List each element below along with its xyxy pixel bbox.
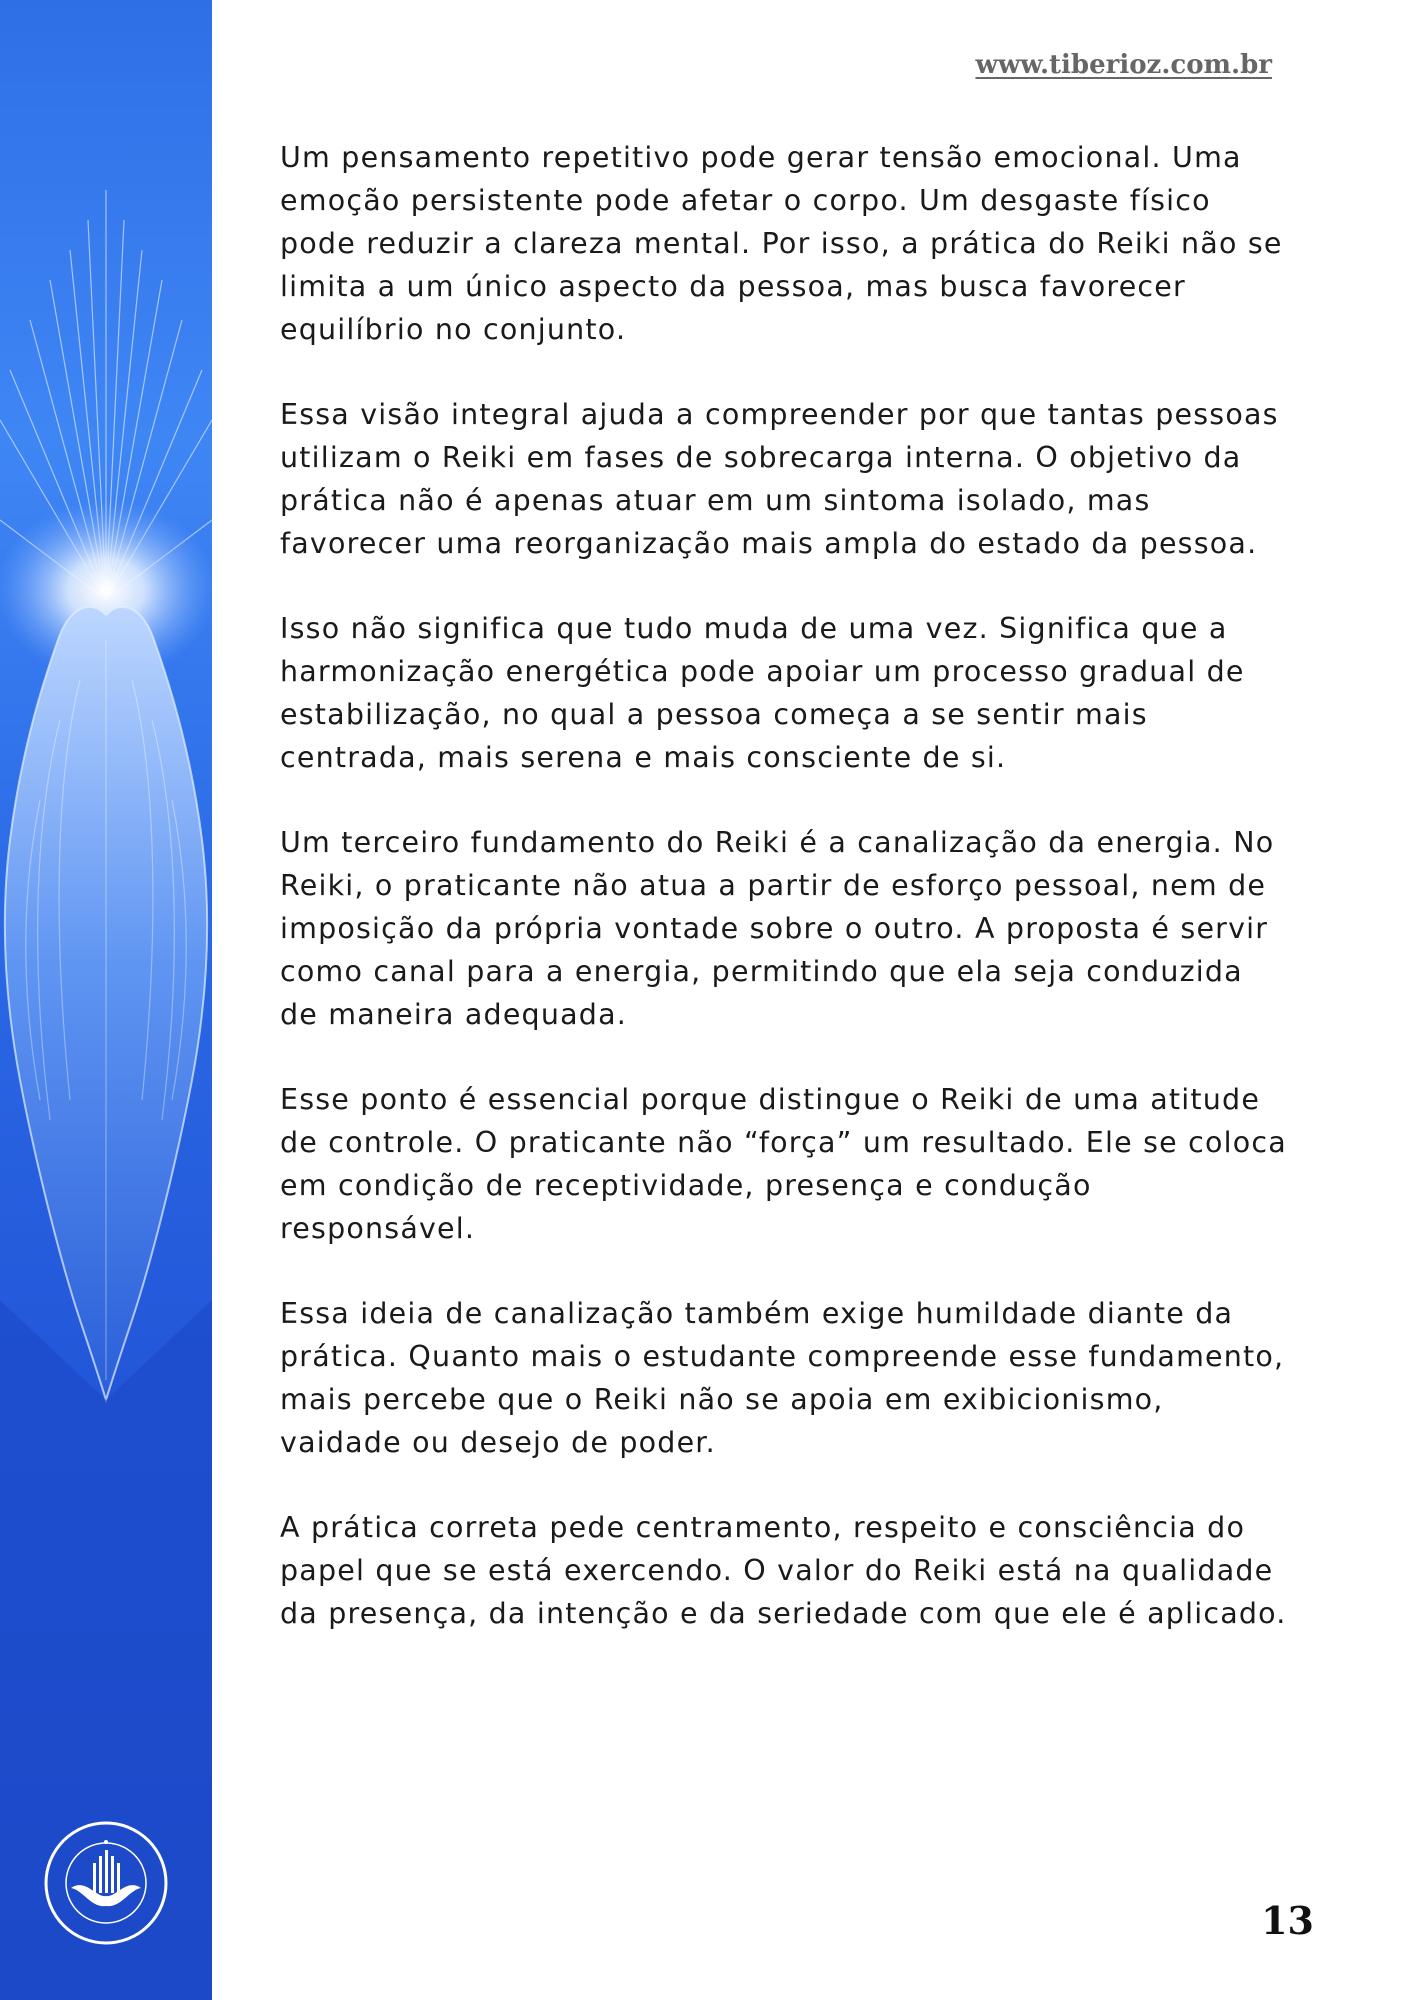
paragraph: Essa visão integral ajuda a compreender por que tantas pessoas utilizam o Reiki em fases de sobrecarga interna. O objetivo da prática não é apenas atuar em um sintoma isolado, mas favorecer uma reorganização mais ampla do estado da pessoa.	[280, 398, 1279, 560]
brand-logo	[41, 1818, 171, 1948]
site-url-link[interactable]: www.tiberioz.com.br	[975, 50, 1272, 80]
paragraph: Esse ponto é essencial porque distingue o Reiki de uma atitude de controle. O praticante não “força” um resultado. Ele se coloca em condição de receptividade, presença e condução responsável.	[280, 1083, 1287, 1245]
paragraph: Isso não significa que tudo muda de uma vez. Significa que a harmonização energética pode apoiar um processo gradual de estabilização, no qual a pessoa começa a se sentir mais centrada, mais serena e mais consciente de si.	[280, 612, 1245, 774]
page-number: 13	[1261, 1898, 1314, 1943]
praying-hands-illustration	[0, 0, 212, 2000]
paragraph: A prática correta pede centramento, respeito e consciência do papel que se está exercendo. O valor do Reiki está na qualidade da presença, da intenção e da seriedade com que ele é aplicado.	[280, 1511, 1287, 1630]
paragraph: Um pensamento repetitivo pode gerar tensão emocional. Uma emoção persistente pode afetar o corpo. Um desgaste físico pode reduzir a clareza mental. Por isso, a prática do Reiki não se limita a um único aspecto da pessoa, mas busca favorecer equilíbrio no conjunto.	[280, 141, 1283, 346]
paragraph: Essa ideia de canalização também exige humildade diante da prática. Quanto mais o estudante compreende esse fundamento, mais percebe que o Reiki não se apoia em exibicionismo, vaidade ou desejo de poder.	[280, 1297, 1285, 1459]
main-content	[280, 136, 1290, 1677]
paragraph: Um terceiro fundamento do Reiki é a canalização da energia. No Reiki, o praticante não atua a partir de esforço pessoal, nem de imposição da própria vontade sobre o outro. A proposta é servir como canal para a energia, permitindo que ela seja conduzida de maneira adequada.	[280, 826, 1275, 1031]
sidebar-artwork	[0, 0, 212, 2000]
